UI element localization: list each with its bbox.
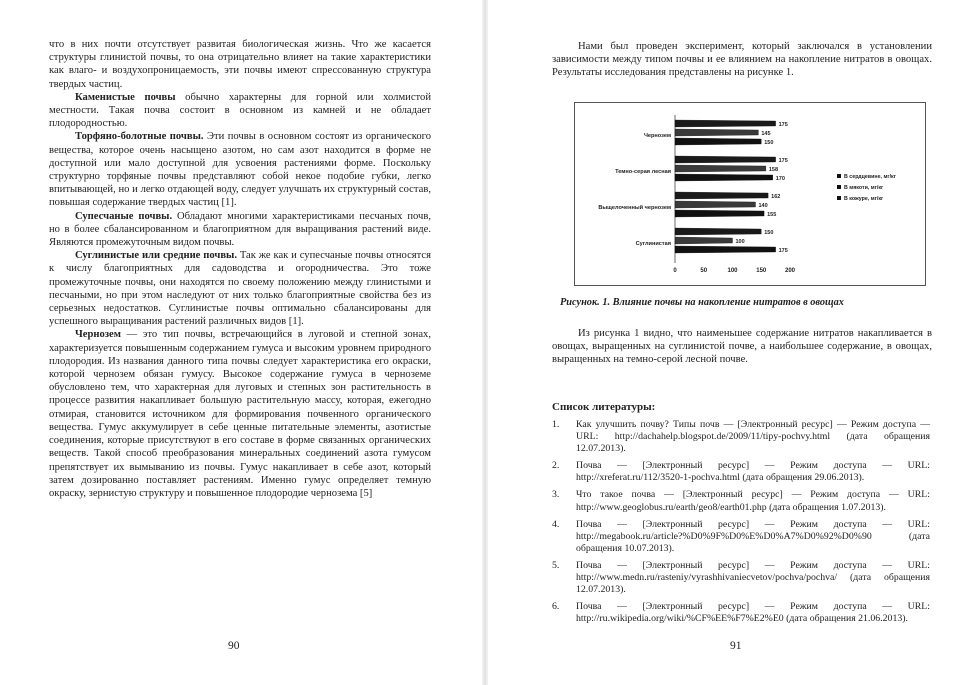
chart-bar: [675, 201, 756, 208]
section-text: Эти почвы в основном состоят из органического вещества, которое очень насыщено азотом, но сам азот находится в форме не доступной или мало доступной для усвоения растениями форме. Поскольку структурно торфяные почвы представляют собой некое подобие губки, легко впитывающей, но и легко отдающей воду, следует улучшать их структурный состав, повышая содержание твердых частиц [1].: [49, 131, 432, 209]
chart-bar: [675, 120, 776, 127]
x-tick-label: 100: [727, 268, 738, 274]
data-label: 145: [761, 131, 771, 137]
reference-item: [552, 519, 930, 555]
data-label: 155: [767, 212, 777, 218]
chart-bar: [675, 174, 773, 181]
data-label: 140: [758, 203, 768, 209]
right-page: [490, 0, 972, 685]
reference-text: Что такое почва — [Электронный ресурс] — Режим доступа — URL: http://www.geoglobus.ru/earth/geo8/earth01.php (дата обращения 1.07.2013).: [576, 489, 930, 513]
chart-bar: [675, 165, 766, 172]
x-tick-label: 0: [673, 268, 677, 274]
data-label: 158: [768, 167, 779, 173]
reference-item: [552, 560, 930, 596]
category-label: Выщелоченный чернозем: [598, 205, 671, 211]
chart-bar: [675, 192, 768, 199]
category-label: Суглинистая: [635, 241, 671, 247]
book-spine: [482, 0, 488, 685]
data-label: 170: [775, 176, 785, 182]
reference-text: Как улучшить почву? Типы почв — [Электронный ресурс] — Режим доступа — URL: http://dachahelp.blogspot.de/2009/11/tipy-pochvy.html (дата обращения 12.07.2013).: [576, 419, 930, 455]
left-page-text: [49, 38, 431, 500]
section-title: Торфяно-болотные почвы.: [75, 131, 204, 143]
chart-bar: [675, 156, 776, 163]
chart-canvas: [575, 103, 925, 285]
page-number-right: 91: [730, 640, 742, 652]
category-label: Чернозем: [643, 133, 671, 139]
chart-bar: [675, 228, 761, 235]
data-label: 175: [778, 248, 788, 254]
chart-bar: [675, 210, 764, 217]
data-label: 162: [771, 194, 781, 200]
legend-marker: [837, 196, 841, 200]
section-title: Чернозем: [75, 329, 121, 341]
figure-caption: Рисунок. 1. Влияние почвы на накопление нитратов в овощах: [560, 297, 844, 308]
x-tick-label: 150: [756, 268, 767, 274]
chart-bar: [675, 246, 776, 253]
chart-bar: [675, 138, 761, 145]
reference-item: [552, 460, 930, 484]
page-number-left: 90: [228, 640, 240, 652]
section-title: Каменистые почвы: [75, 91, 176, 103]
legend-marker: [837, 174, 841, 178]
x-tick-label: 50: [700, 268, 708, 274]
references-title: Список литературы:: [552, 401, 656, 413]
reference-text: Почва — [Электронный ресурс] — Режим доступа — URL: http://megabook.ru/article?%D0%9F%D0%E%D0%A7%D0%92%D0%90 (дата обращения 10.07.2013).: [576, 518, 930, 554]
legend-entry: В мякоти, мг/кг: [844, 185, 884, 191]
section-title: Супесчаные почвы.: [75, 210, 173, 222]
data-label: 100: [735, 239, 745, 245]
reference-number: 5.: [552, 559, 560, 571]
reference-item: [552, 489, 930, 513]
data-label: 175: [778, 158, 788, 164]
reference-number: 3.: [552, 489, 560, 501]
nitrate-chart: [574, 102, 926, 286]
data-label: 175: [778, 122, 788, 128]
section-peat-soils: [49, 130, 431, 209]
category-label: Темно-серая лесная: [615, 169, 671, 175]
section-chernozem: [49, 328, 431, 500]
reference-item: [552, 419, 930, 455]
reference-text: Почва — [Электронный ресурс] — Режим доступа — URL: http://ru.wikipedia.org/wiki/%CF%EE%F7%E2%E0 (дата обращения 21.06.2013).: [576, 601, 930, 625]
reference-number: 2.: [552, 460, 560, 472]
section-sandy-loam-soils: [49, 210, 431, 250]
section-text: Так же как и супесчаные почвы относятся к числу благоприятных для садоводства и огородничества. Это тоже промежуточные почвы, они находятся по своему положению между глинистыми и песчаными, но при этом наследуют от них только благоприятные свойства без из серьезных недостатков. Суглинистые почвы оптимально сбалансированы для успешного выращивания растений различных видов [1].: [49, 250, 431, 328]
reference-number: 6.: [552, 601, 560, 613]
reference-text: Почва — [Электронный ресурс] — Режим доступа — URL: http://www.medn.ru/rasteniy/vyrashhivaniecvetov/pochva/pochva/ (дата обращения 12.07.2013).: [576, 559, 930, 596]
chart-bar: [675, 129, 758, 136]
left-page: [0, 0, 480, 685]
x-tick-label: 200: [784, 268, 796, 274]
legend-entry: В сердцевине, мг/кг: [844, 174, 896, 180]
section-text: Обладают многими характеристиками песчаных почв, но в более сбалансированном и благоприятном для выращивания растений виде. Являются промежуточным видом почвы.: [49, 210, 431, 249]
section-text: — это тип почвы, встречающийся в луговой и степной зонах, характеризуется повышенным содержанием гумуса и высоким уровнем природного плодородия. Из названия данного типа почвы следует характеристика его окраски, которой чернозем обязан гумусу. Высокое содержание гумуса в черноземе обусловлено тем, что характерная для луговых и степных зон растительность в процессе развития накапливает большую растительную массу, которая, ежегодно отмирая, становится источником для формирования почвенного органического вещества. Гумус аккумулирует в себе ценные питательные элементы, азотистые соединения, которые присутствуют в его составе в форме связанных органических веществ. Такой способ преобразования минеральных соединений азота гумусом препятствует их вымыванию из почвы. Гумус накапливает в себе азот, который затем дозированно поставляет растениям. Именно гумус определяет темную окраску, зернистую структуру и повышенное плодородие чернозема [5]: [49, 329, 431, 499]
section-title: Суглинистые или средние почвы.: [75, 250, 237, 262]
section-rocky-soils: [49, 91, 431, 131]
reference-number: 4.: [552, 518, 560, 530]
reference-number: 1.: [552, 419, 560, 430]
legend-marker: [837, 185, 841, 189]
references-list: [552, 419, 930, 630]
section-loam-soils: [49, 249, 431, 328]
experiment-paragraph: Нами был проведен эксперимент, который заключался в установлении зависимости между типом почвы и ее влиянием на накопление нитратов в овощах. Результаты исследования представлены на рисунке 1.: [552, 41, 932, 79]
intro-paragraph: что в них почти отсутствует развитая биологическая жизнь. Что же касается структуры глинистой почвы, то она отрицательно влияет на такие характеристики как влаго- и воздухопроницаемость, эти почвы имеют спрессованную структура твердых частиц.: [49, 39, 431, 90]
reference-text: Почва — [Электронный ресурс] — Режим доступа — URL: http://xreferat.ru/112/3520-1-pochva.html (дата обращения 29.06.2013).: [576, 460, 930, 484]
legend-entry: В кожуре, мг/кг: [844, 196, 884, 202]
conclusion-paragraph: Из рисунка 1 видно, что наименьшее содержание нитратов накапливается в овощах, выращенных на суглинистой почве, а наибольшее содержание, в овощах, выращенных на темно-серой лесной почве.: [552, 328, 932, 366]
reference-item: [552, 601, 930, 625]
chart-bar: [675, 237, 733, 244]
data-label: 150: [764, 140, 774, 146]
section-text: обычно характерны для горной или холмистой местности. Такая почва состоит в основном из камней и не обладает плодородностью.: [49, 91, 431, 130]
data-label: 150: [764, 230, 774, 236]
